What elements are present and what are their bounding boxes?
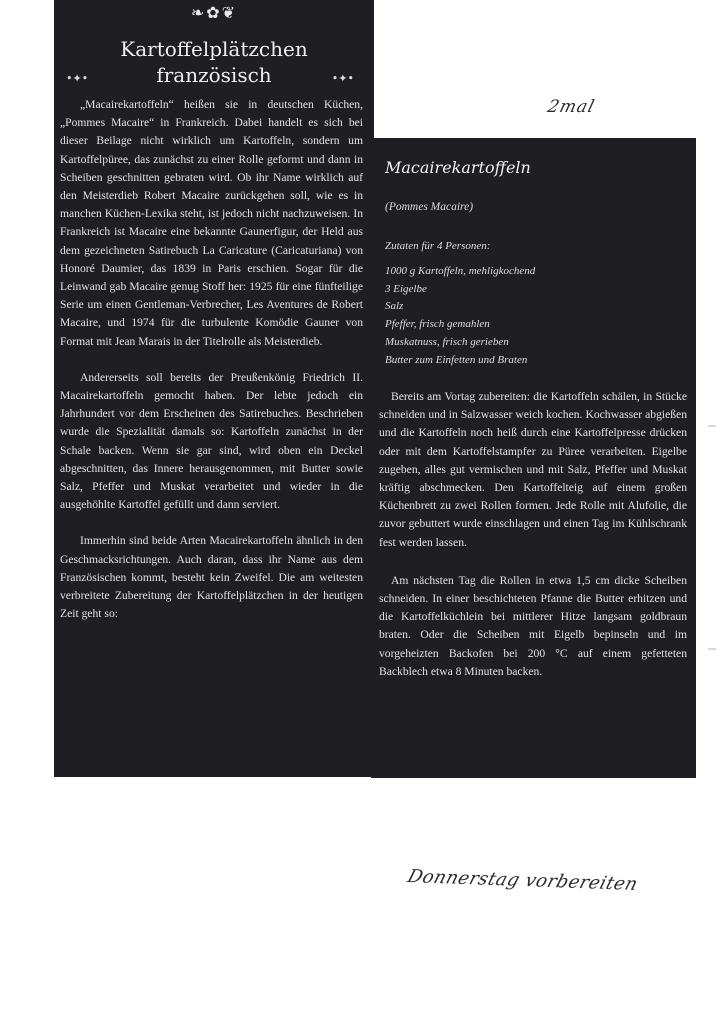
article-paragraph-2: Andererseits soll bereits der Preußenkönig Friedrich II. Macairekartoffeln gemocht haben. Der lebte jedoch ein Jahrhundert vor dem Erscheinen des Satirebuches. Beschrieben wurde die Spezialität damals so: Kartoffeln zunächst in der Schale backen. Wenn sie gar sind, wird oben ein Deckel abgeschnitten, das Innere herausgenommen, mit Butter sowie Salz, Pfeffer und Muskat verarbeitet und wieder in die ausgehöhlte Kartoffel gefüllt und dann serviert. bbox=[60, 370, 363, 512]
ingredients-block bbox=[385, 238, 685, 370]
ornament-icon: ❧✿❦ bbox=[190, 3, 238, 22]
instruction-paragraph-2: Am nächsten Tag die Rollen in etwa 1,5 cm dicke Scheiben schneiden. In einer beschichteten Pfanne die Butter erhitzen und die Kartoffelküchlein bei mittlerer Hitze langsam goldbraun braten. Oder die Scheiben mit Eigelb bepinseln und im vorgeheizten Backofen bei 200 °C auf einem gefetteten Backblech etwa 8 Minuten backen. bbox=[379, 573, 687, 678]
article-title-line2: französisch bbox=[156, 63, 272, 87]
article-paragraph-1: „Macairekartoffeln“ heißen sie in deutschen Küchen, „Pommes Macaire“ in Frankreich. Dabei handelt es sich bei dieser Beilage nicht wirklich um Kartoffeln, sondern um Kartoffelpüree, das zunächst zu einer Rolle geformt und dann in Scheiben geschnitten gebraten wird. Ob ihr Name wirklich auf den Meisterdieb Robert Macaire zurückgehen soll, wie es in manchen Küchen-Lexika steht, ist jedoch nicht nachzuweisen. In Frankreich ist Macaire eine bekannte Gaunerfigur, der Held aus dem gezeichneten Satirebuch La Caricature (Caricaturiana) von Honoré Daumier, das 1839 in Paris erschien. Sogar für die Leinwand gab Macaire genug Stoff her: 1925 für eine fünfteilige Serie um einen Gentleman-Verbrecher, Les Aventures de Robert Macaire, und 1974 für die turbulente Komödie Gauner von Format mit Jean Marais in der Titelrolle als Meisterdieb. bbox=[60, 98, 363, 348]
flourish-right-icon: •✦• bbox=[331, 72, 354, 85]
ingredient-item: Salz bbox=[385, 300, 404, 313]
left-article-panel bbox=[54, 0, 374, 777]
recipe-panel bbox=[371, 138, 696, 778]
ingredients-heading: Zutaten für 4 Personen: bbox=[385, 240, 491, 252]
article-paragraph-3: Immerhin sind beide Arten Macairekartoffeln ähnlich in den Geschmacksrichtungen. Auch daran, dass ihr Name aus dem Französischen kommt, besteht kein Zweifel. Die am weitesten verbreitete Zubereitung der Kartoffelplätzchen in der heutigen Zeit geht so: bbox=[60, 534, 363, 621]
scan-edge-mark bbox=[708, 648, 716, 650]
scan-edge-mark bbox=[708, 425, 716, 427]
handwritten-note-bottom: Donnerstag vorbereiten bbox=[405, 866, 641, 895]
ingredient-item: Butter zum Einfetten und Braten bbox=[385, 353, 528, 366]
flourish-left-icon: •✦• bbox=[66, 72, 89, 85]
recipe-instructions bbox=[379, 388, 687, 701]
handwritten-note-top: 2mal bbox=[545, 97, 598, 117]
ingredient-item: Pfeffer, frisch gemahlen bbox=[385, 318, 490, 331]
ingredients-list bbox=[385, 263, 685, 370]
article-title-line1: Kartoffelplätzchen bbox=[120, 37, 308, 61]
recipe-subtitle: (Pommes Macaire) bbox=[385, 201, 474, 213]
article-title bbox=[54, 36, 374, 88]
ingredient-item: Muskatnuss, frisch gerieben bbox=[385, 335, 509, 348]
article-body bbox=[60, 96, 363, 641]
ingredient-item: 1000 g Kartoffeln, mehligkochend bbox=[385, 264, 536, 277]
ingredient-item: 3 Eigelbe bbox=[385, 282, 427, 295]
recipe-title: Macairekartoffeln bbox=[385, 158, 531, 177]
instruction-paragraph-1: Bereits am Vortag zubereiten: die Kartoffeln schälen, in Stücke schneiden und in Salzwasser weich kochen. Kochwasser abgießen und die Kartoffeln noch heiß durch eine Kartoffelpresse drücken oder mit dem Kartoffelstampfer zu Püree verarbeiten. Eigelbe zugeben, alles gut vermischen und mit Salz, Pfeffer und Muskat kräftig abschmecken. Den Kartoffelteig auf einem großen Küchenbrett zu zwei Rollen formen. Jede Rolle mit Alufolie, die zuvor gebuttert wurde einschlagen und einen Tag im Kühlschrank fest werden lassen. bbox=[379, 390, 687, 549]
